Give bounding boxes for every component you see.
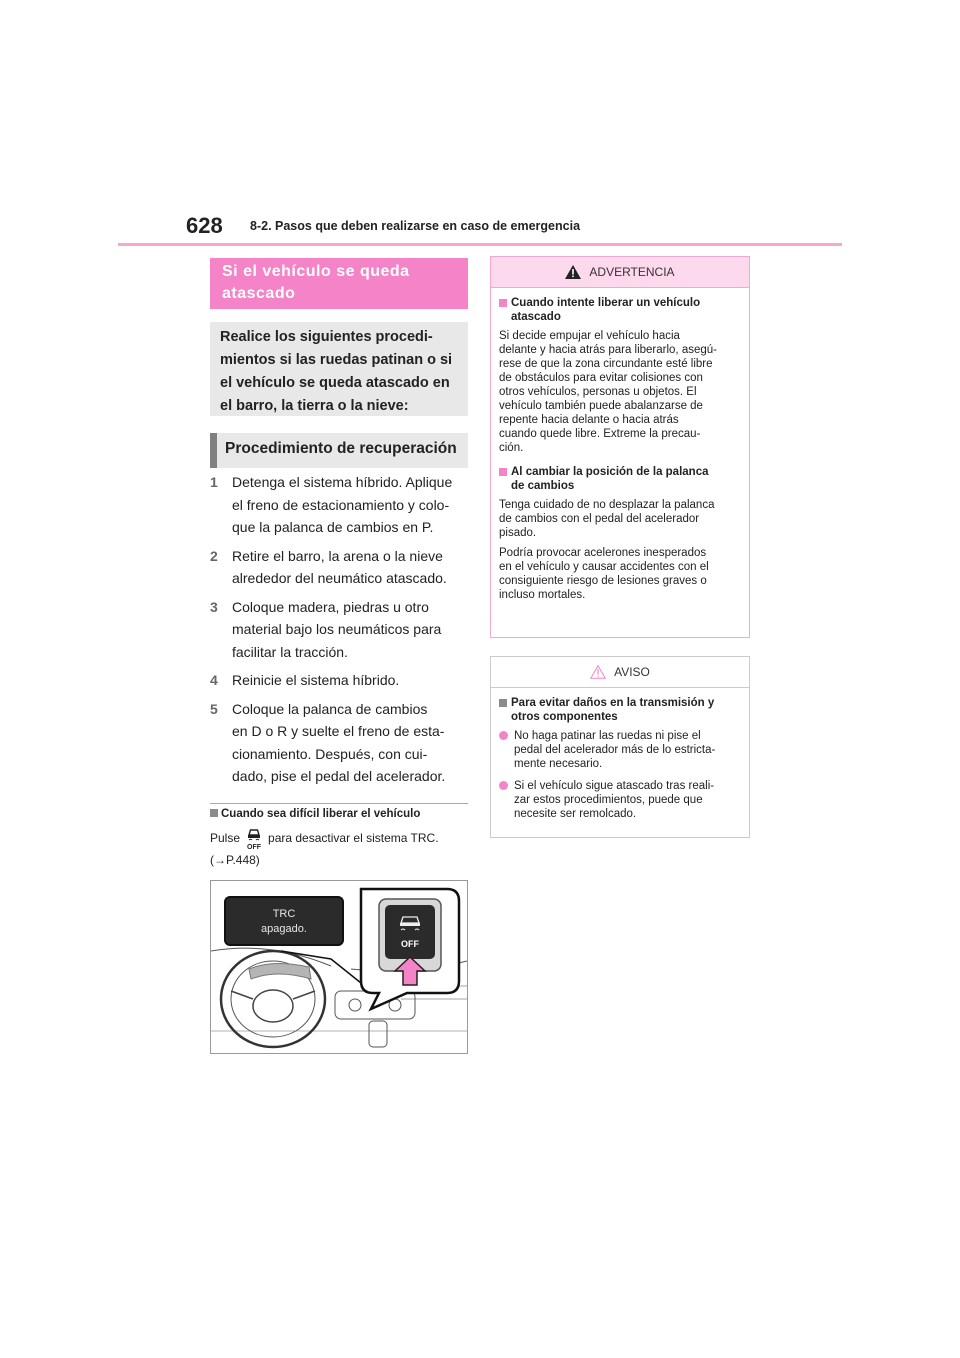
bullet-line: zar estos procedimientos, puede que — [514, 794, 703, 806]
step-text — [232, 698, 470, 788]
para-line: vehículo también puede abalanzarse de — [499, 400, 703, 412]
para-line: repente hacia delante o hacia atrás — [499, 414, 679, 426]
trc-off-icon — [244, 826, 264, 853]
header-divider — [118, 243, 842, 246]
step-line: en D o R y suelte el freno de esta- — [232, 723, 445, 739]
step-item — [210, 471, 470, 539]
title-line: Cuando intente liberar un vehículo — [511, 297, 701, 309]
bullet-line: mente necesario. — [514, 758, 603, 770]
notice-header — [491, 657, 749, 688]
step-line: dado, pise el pedal del acelerador. — [232, 768, 446, 784]
step-number: 2 — [210, 547, 218, 564]
step-line: material bajo los neumáticos para — [232, 621, 442, 637]
step-text — [232, 669, 470, 692]
warning-title: ADVERTENCIA — [589, 265, 675, 279]
warning-paragraph — [499, 498, 741, 540]
para-line: de obstáculos para evitar colisiones con — [499, 372, 703, 384]
para-line: Tenga cuidado de no desplazar la palanca — [499, 499, 715, 511]
circle-bullet-icon — [499, 731, 508, 740]
para-line: Si decide empujar el vehículo hacia — [499, 330, 680, 342]
warning-body — [491, 288, 749, 602]
section-title — [210, 258, 468, 309]
step-text — [232, 471, 470, 539]
title-line: Al cambiar la posición de la palanca — [511, 466, 709, 478]
warning-triangle-icon — [565, 265, 581, 279]
title-line: otros componentes — [511, 711, 618, 723]
step-line: cionamiento. Después, con cui- — [232, 745, 428, 762]
display-line2: apagado. — [261, 923, 307, 935]
warning-header — [491, 257, 749, 288]
trc-off-label: OFF — [247, 844, 262, 850]
step-item — [210, 698, 470, 788]
step-item — [210, 669, 470, 692]
page-reference: (→P.448) — [210, 853, 260, 867]
intro-line: el barro, la tierra o la nieve: — [220, 398, 409, 414]
title-line: Para evitar daños en la transmisión y — [511, 697, 715, 709]
title-line: atascado — [511, 311, 561, 323]
intro-line: mientos si las ruedas patinan o si — [220, 352, 453, 368]
pulse-text: Pulse — [210, 831, 241, 845]
section-title-line2: atascado — [222, 285, 296, 302]
caution-triangle-icon — [590, 665, 606, 679]
step-line: Detenga el sistema híbrido. Aplique — [232, 474, 453, 490]
step-line: que la palanca de cambios en P. — [232, 519, 434, 535]
square-bullet-icon — [499, 699, 507, 707]
notice-item-title — [499, 696, 741, 724]
page-number: 628 — [186, 213, 223, 238]
step-line: Coloque madera, piedras u otro — [232, 598, 429, 615]
intro-line: Realice los siguientes procedi- — [220, 329, 433, 345]
subsection-title — [210, 808, 420, 820]
notice-title: AVISO — [614, 665, 650, 679]
title-line: de cambios — [511, 480, 575, 492]
subsection-title-text: Cuando sea difícil liberar el vehículo — [221, 808, 421, 820]
step-text — [232, 545, 470, 590]
step-line: alrededor del neumático atascado. — [232, 570, 447, 586]
step-line: Reinicie el sistema híbrido. — [232, 672, 400, 688]
para-line: incluso mortales. — [499, 589, 586, 601]
bullet-item — [499, 729, 741, 771]
warning-paragraph — [499, 329, 741, 455]
dashboard-illustration — [210, 880, 468, 1054]
display-line1: TRC — [272, 908, 296, 920]
square-bullet-icon — [499, 468, 507, 476]
bullet-line: pedal del acelerador más de lo estricta- — [514, 744, 716, 756]
notice-body — [491, 688, 749, 821]
bullet-item — [499, 779, 741, 821]
square-bullet-icon — [210, 809, 218, 817]
para-line: de cambios con el pedal del acelerador — [499, 513, 700, 525]
notice-box — [490, 656, 750, 838]
step-item — [210, 545, 470, 590]
para-line: Podría provocar acelerones inesperados — [499, 547, 707, 559]
steps-list — [210, 471, 470, 794]
step-number: 1 — [210, 474, 218, 490]
section-title-line1: Si el vehículo se queda — [222, 263, 410, 280]
warning-item-title — [499, 296, 741, 324]
step-line: Retire el barro, la arena o la nieve — [232, 547, 443, 564]
procedure-title: Procedimiento de recuperación — [210, 433, 468, 468]
zoom-button-label: OFF — [401, 939, 419, 949]
step-number: 5 — [210, 700, 218, 717]
step-line: Coloque la palanca de cambios — [232, 700, 428, 717]
para-line: delante y hacia atrás para liberarlo, asegú- — [499, 344, 717, 356]
para-line: consiguiente riesgo de lesiones graves o — [499, 575, 707, 587]
para-line: ción. — [499, 442, 524, 454]
bullet-line: Si el vehículo sigue atascado tras reali- — [514, 780, 715, 792]
intro-line: el vehículo se queda atascado en — [220, 375, 450, 391]
para-line: cuando quede libre. Extreme la precau- — [499, 428, 701, 440]
warning-item-title — [499, 465, 741, 493]
step-number: 3 — [210, 598, 218, 615]
warning-box — [490, 256, 750, 638]
pulse-instruction — [210, 826, 470, 867]
pulse-text: para desactivar el sistema TRC. — [268, 831, 439, 845]
step-number: 4 — [210, 672, 218, 688]
step-line: facilitar la tracción. — [232, 643, 348, 660]
square-bullet-icon — [499, 299, 507, 307]
step-text — [232, 596, 470, 664]
chapter-title: 8-2. Pasos que deben realizarse en caso de emergencia — [250, 219, 581, 233]
para-line: rese de que la zona circundante esté libre — [499, 358, 713, 370]
para-line: otros vehículos, personas u objetos. El — [499, 386, 697, 398]
para-line: pisado. — [499, 527, 537, 539]
warning-paragraph — [499, 546, 741, 602]
step-item — [210, 596, 470, 664]
step-line: el freno de estacionamiento y colo- — [232, 496, 450, 513]
intro-box — [210, 322, 468, 416]
para-line: en el vehículo y causar accidentes con el — [499, 561, 709, 573]
subsection-divider — [210, 803, 468, 804]
circle-bullet-icon — [499, 781, 508, 790]
bullet-line: necesite ser remolcado. — [514, 808, 637, 820]
bullet-line: No haga patinar las ruedas ni pise el — [514, 730, 701, 742]
